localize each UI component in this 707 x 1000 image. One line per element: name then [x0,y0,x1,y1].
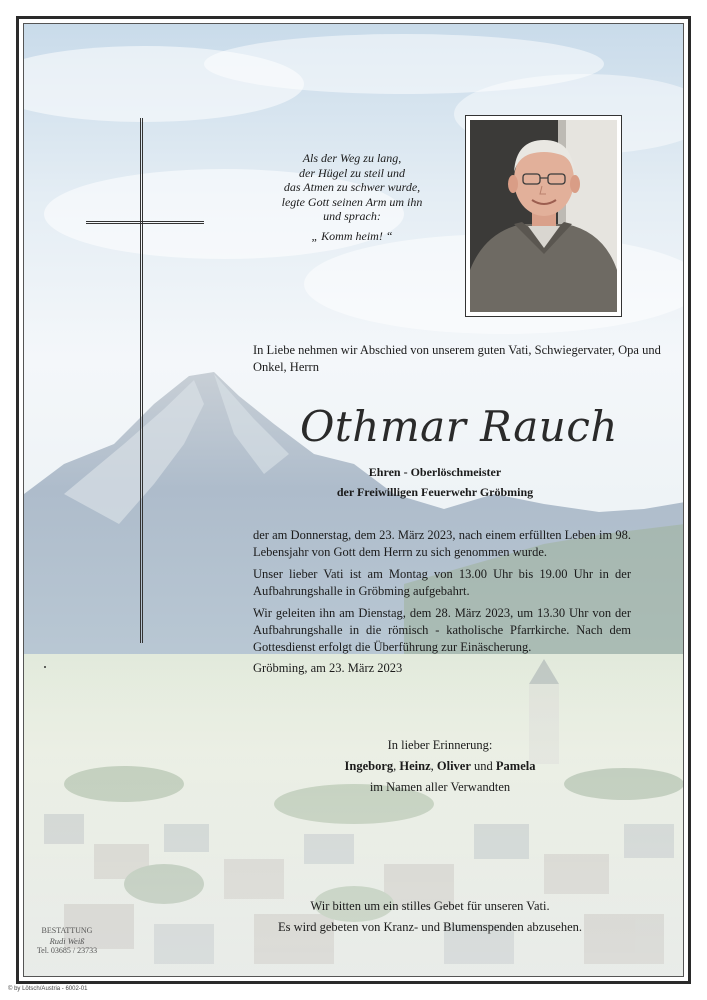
name-separator: , [393,759,400,773]
deceased-name: Othmar Rauch [300,402,618,451]
name-conjunction: und [470,759,496,773]
poem [258,151,446,244]
announcement-body [253,527,631,661]
copyright-note: © by Lötsch/Austria - 6002-01 [8,986,88,992]
poem-line: Als der Weg zu lang, [302,151,402,165]
prayer-request: Wir bitten um ein stilles Gebet für unseren Vati. [310,899,550,913]
funeral-details: Wir geleiten ihn am Dienstag, dem 28. März 2023, um 13.30 Uhr von der Aufbahrungshalle in die römisch - katholische Pfarrkirche. Nach dem Gottesdienst erfolgt die Überführung zur Einäscherung. [253,606,631,654]
honorary-title-line: Ehren - Oberlöschmeister [368,465,502,479]
stamp-line: Tel. 03685 / 23733 [36,946,98,955]
cross-vertical-beam [140,118,143,643]
intro-text: In Liebe nehmen wir Abschied von unserem guten Vati, Schwiegervater, Opa und Onkel, Herrn [253,343,661,374]
funeral-home-stamp [32,926,102,956]
place-date: Gröbming, am 23. März 2023 [253,661,403,675]
stamp-line: BESTATTUNG [41,926,93,935]
mourner-name: Pamela [495,759,536,773]
honorary-title [300,462,570,502]
honorary-title-line: der Freiwilligen Feuerwehr Gröbming [336,485,534,499]
mourner-name: Heinz [399,759,431,773]
relatives-line: im Namen aller Verwandten [369,780,511,794]
mourner-name: Ingeborg [344,759,394,773]
name-separator: , [430,759,437,773]
portrait-photo [465,115,622,317]
portrait-image [470,120,617,312]
death-details: der am Donnerstag, dem 23. März 2023, nach einem erfüllten Leben im 98. Lebensjahr von Gott dem Herrn zu sich genommen wurde. [253,528,631,559]
mourner-name: Oliver [436,759,471,773]
poem-quote: „ Komm heim! “ [311,228,393,243]
viewing-details: Unser lieber Vati ist am Montag von 13.00 Uhr bis 19.00 Uhr in der Aufbahrungshalle in Gröbming aufgebahrt. [253,567,631,598]
stamp-line: Rudi Weiß [49,936,85,946]
poem-line: legte Gott seinen Arm um ihn [281,194,423,209]
flowers-request: Es wird gebeten von Kranz- und Blumenspenden abzusehen. [277,920,583,934]
poem-line: und sprach: [323,209,381,224]
mourners-names [290,756,590,777]
memory-section [290,735,590,798]
memory-heading: In lieber Erinnerung: [387,738,493,752]
dot-mark [44,666,46,668]
closing-text [250,896,610,938]
poem-line: der Hügel zu steil und [299,165,405,180]
cross-horizontal-beam [86,221,204,224]
poem-line: das Atmen zu schwer wurde, [283,180,421,195]
